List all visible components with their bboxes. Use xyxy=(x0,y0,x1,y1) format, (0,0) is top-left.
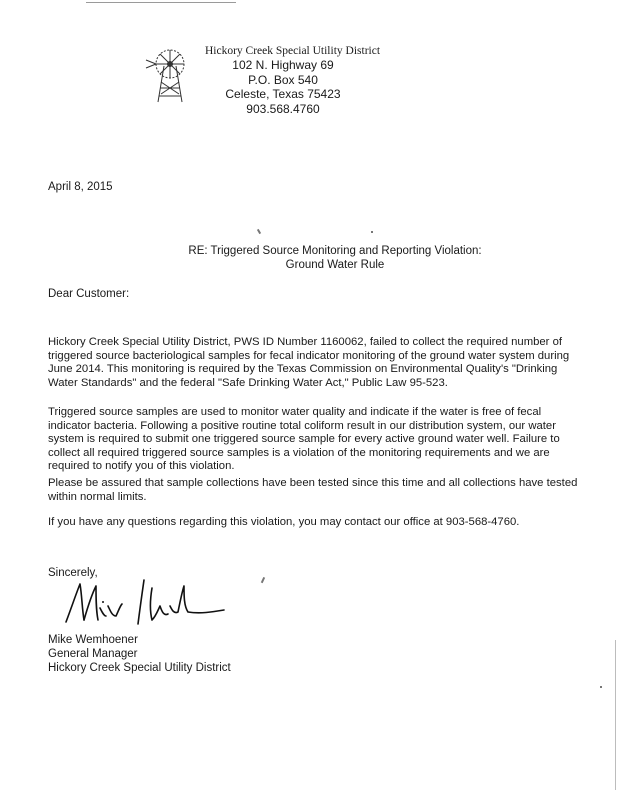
paragraph-contact: If you have any questions regarding this violation, you may contact our office at 903-568-4760. xyxy=(48,516,520,528)
letterhead xyxy=(205,44,405,116)
org-name: Hickory Creek Special Utility District xyxy=(205,45,381,57)
signer-block xyxy=(48,633,231,675)
signer-name: Mike Wemhoener xyxy=(48,634,138,646)
scan-speck xyxy=(600,686,602,688)
letter-date: April 8, 2015 xyxy=(48,181,113,193)
signer-title: General Manager xyxy=(48,648,138,660)
scan-speck xyxy=(257,229,261,234)
scan-edge xyxy=(615,640,616,790)
address-line2: P.O. Box 540 xyxy=(248,72,318,87)
scan-speck xyxy=(261,577,265,583)
address-line1: 102 N. Highway 69 xyxy=(232,58,334,72)
scan-top-line xyxy=(86,2,236,3)
subject-line2: Ground Water Rule xyxy=(285,259,385,271)
scan-speck xyxy=(371,231,373,233)
salutation: Dear Customer: xyxy=(48,288,130,300)
phone-number: 903.568.4760 xyxy=(246,101,320,116)
subject-line1: RE: Triggered Source Monitoring and Reporting Violation: xyxy=(188,245,482,257)
subject-line xyxy=(140,244,530,272)
paragraph-assurance: Please be assured that sample collections have been tested since this time and all collections have tested within normal limits. xyxy=(48,477,578,503)
closing: Sincerely, xyxy=(48,567,98,579)
paragraph-explanation: Triggered source samples are used to monitor water quality and indicate if the water is free of fecal indicator bacteria. Following a positive routine total coliform result in our distribution system, our water system is required to submit one triggered source sample for every active ground water well. Failure to collect all required triggered source samples is a violation of the monitoring requirements and we are required to notify you of this violation. xyxy=(48,406,560,472)
signer-organization: Hickory Creek Special Utility District xyxy=(48,662,231,674)
paragraph-violation: Hickory Creek Special Utility District, PWS ID Number 1160062, failed to collect the required number of triggered source bacteriological samples for fecal indicator monitoring of the ground water system during June 2014. This monitoring is required by the Texas Commission on Environmental Quality's "Drinking Water Standards" and the federal "Safe Drinking Water Act," Public Law 95-523. xyxy=(48,336,570,389)
handwritten-signature xyxy=(60,576,230,632)
windmill-icon xyxy=(142,44,198,104)
city-state-zip: Celeste, Texas 75423 xyxy=(225,87,341,101)
